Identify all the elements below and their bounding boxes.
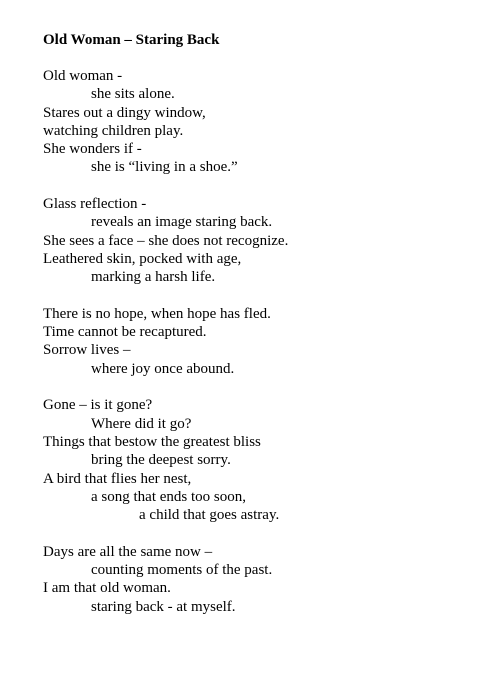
stanza: [43, 543, 288, 616]
stanza: [43, 195, 288, 286]
poem-line: There is no hope, when hope has fled.: [43, 305, 271, 322]
poem-body: [43, 67, 288, 634]
poem-line: bring the deepest sorry.: [91, 452, 231, 469]
poem-line: She sees a face – she does not recognize.: [43, 232, 289, 249]
poem-line: Leathered skin, pocked with age,: [43, 250, 242, 267]
poem-line: where joy once abound.: [91, 360, 235, 377]
poem-line: a song that ends too soon,: [91, 488, 246, 505]
poem-line: she sits alone.: [91, 86, 175, 103]
poem-line: counting moments of the past.: [91, 562, 273, 579]
poem-line: Glass reflection -: [43, 196, 147, 213]
poem-line: Where did it go?: [91, 415, 192, 432]
poem-line: I am that old woman.: [43, 580, 171, 597]
poem-line: She wonders if -: [43, 141, 142, 158]
poem-line: reveals an image staring back.: [91, 214, 273, 231]
stanza: [43, 67, 288, 177]
stanza: [43, 396, 288, 524]
poem-title: Old Woman – Staring Back: [43, 32, 220, 48]
poem-line: Time cannot be recaptured.: [43, 324, 207, 341]
poem-line: Things that bestow the greatest bliss: [43, 433, 261, 450]
poem-line: Gone – is it gone?: [43, 397, 153, 414]
poem-line: Stares out a dingy window,: [43, 104, 206, 121]
poem-line: watching children play.: [43, 122, 184, 139]
poem-line: a child that goes astray.: [139, 507, 280, 524]
poem-line: she is “living in a shoe.”: [91, 159, 238, 176]
poem-line: Days are all the same now –: [43, 543, 213, 560]
poem-line: A bird that flies her nest,: [43, 470, 192, 487]
poem-line: staring back - at myself.: [91, 598, 236, 615]
poem-line: Old woman -: [43, 68, 123, 84]
stanza: [43, 305, 288, 378]
poem-line: marking a harsh life.: [91, 269, 216, 286]
poem-line: Sorrow lives –: [43, 342, 131, 359]
